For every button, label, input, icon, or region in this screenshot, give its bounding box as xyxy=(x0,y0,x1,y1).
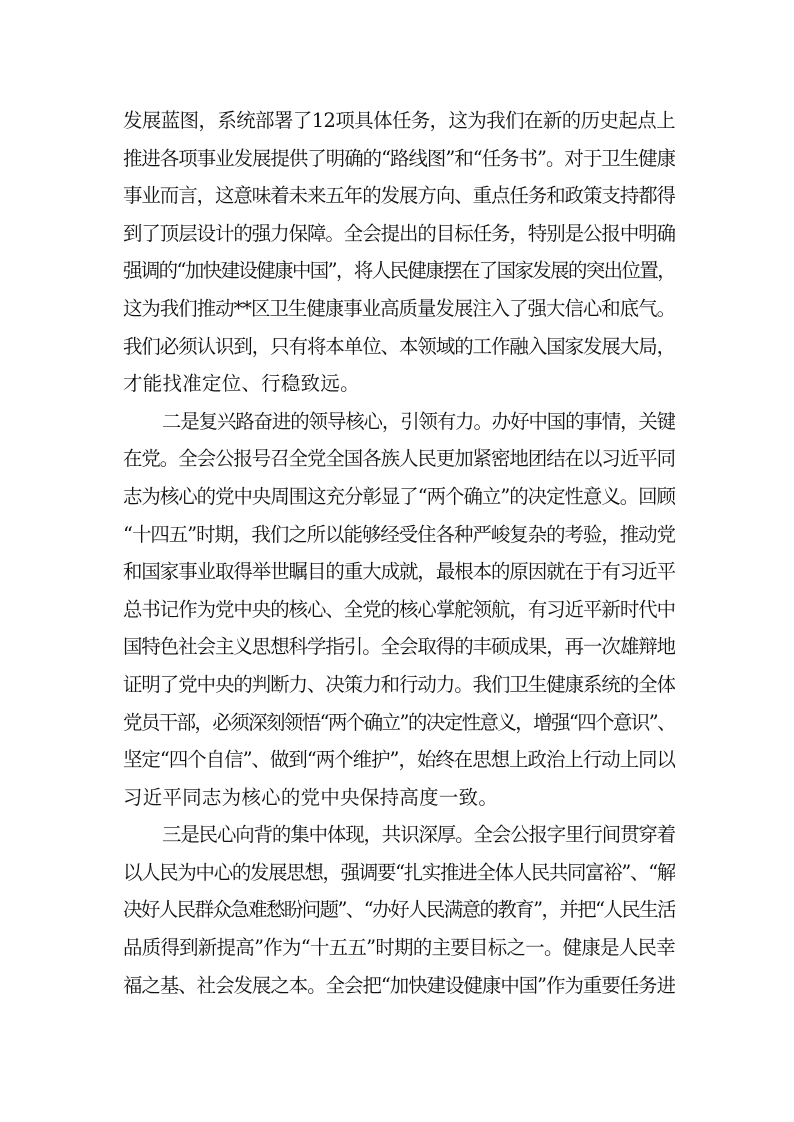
text-line: 证明了党中央的判断力、决策力和行动力。我们卫生健康系统的全体 xyxy=(123,672,675,696)
text-line: 决好人民群众急难愁盼问题”、“办好人民满意的教育”，并把“人民生活 xyxy=(123,898,675,922)
paragraph-start-line: 二是复兴路奋进的领导核心，引领有力。办好中国的事情，关键 xyxy=(162,409,675,433)
text-line: 和国家事业取得举世瞩目的重大成就，最根本的原因就在于有习近平 xyxy=(123,560,675,584)
text-line: 到了顶层设计的强力保障。全会提出的目标任务，特别是公报中明确 xyxy=(123,221,675,245)
text-line: 强调的“加快建设健康中国”，将人民健康摆在了国家发展的突出位置， xyxy=(123,259,675,283)
text-line: 党员干部，必须深刻领悟“两个确立”的决定性意义，增强“四个意识”、 xyxy=(123,710,675,734)
text-line: “十四五”时期，我们之所以能够经受住各种严峻复杂的考验，推动党 xyxy=(123,522,675,546)
text-line: 在党。全会公报号召全党全国各族人民更加紧密地团结在以习近平同 xyxy=(123,447,675,471)
text-line: 推进各项事业发展提供了明确的“路线图”和“任务书”。对于卫生健康 xyxy=(123,146,675,170)
text-line: 才能找准定位、行稳致远。 xyxy=(123,372,360,396)
text-line: 志为核心的党中央周围这充分彰显了“两个确立”的决定性意义。回顾 xyxy=(123,484,675,508)
paragraph-start-line: 三是民心向背的集中体现，共识深厚。全会公报字里行间贯穿着 xyxy=(162,823,675,847)
text-line: 以人民为中心的发展思想，强调要“扎实推进全体人民共同富裕”、“解 xyxy=(123,860,675,884)
text-line: 坚定“四个自信”、做到“两个维护”，始终在思想上政治上行动上同以 xyxy=(123,748,675,772)
text-line: 福之基、社会发展之本。全会把“加快建设健康中国”作为重要任务进 xyxy=(123,973,675,997)
text-line: 品质得到新提高”作为“十五五”时期的主要目标之一。健康是人民幸 xyxy=(123,936,675,960)
text-line: 国特色社会主义思想科学指引。全会取得的丰硕成果，再一次雄辩地 xyxy=(123,635,675,659)
text-line: 习近平同志为核心的党中央保持高度一致。 xyxy=(123,785,499,809)
text-line: 我们必须认识到，只有将本单位、本领域的工作融入国家发展大局， xyxy=(123,334,675,358)
text-line: 发展蓝图，系统部署了12项具体任务，这为我们在新的历史起点上 xyxy=(123,109,675,132)
text-line: 总书记作为党中央的核心、全党的核心掌舵领航，有习近平新时代中 xyxy=(123,597,675,621)
body-text xyxy=(123,102,675,1004)
text-line: 事业而言，这意味着未来五年的发展方向、重点任务和政策支持都得 xyxy=(123,184,675,208)
text-line: 这为我们推动**区卫生健康事业高质量发展注入了强大信心和底气。 xyxy=(123,296,675,320)
